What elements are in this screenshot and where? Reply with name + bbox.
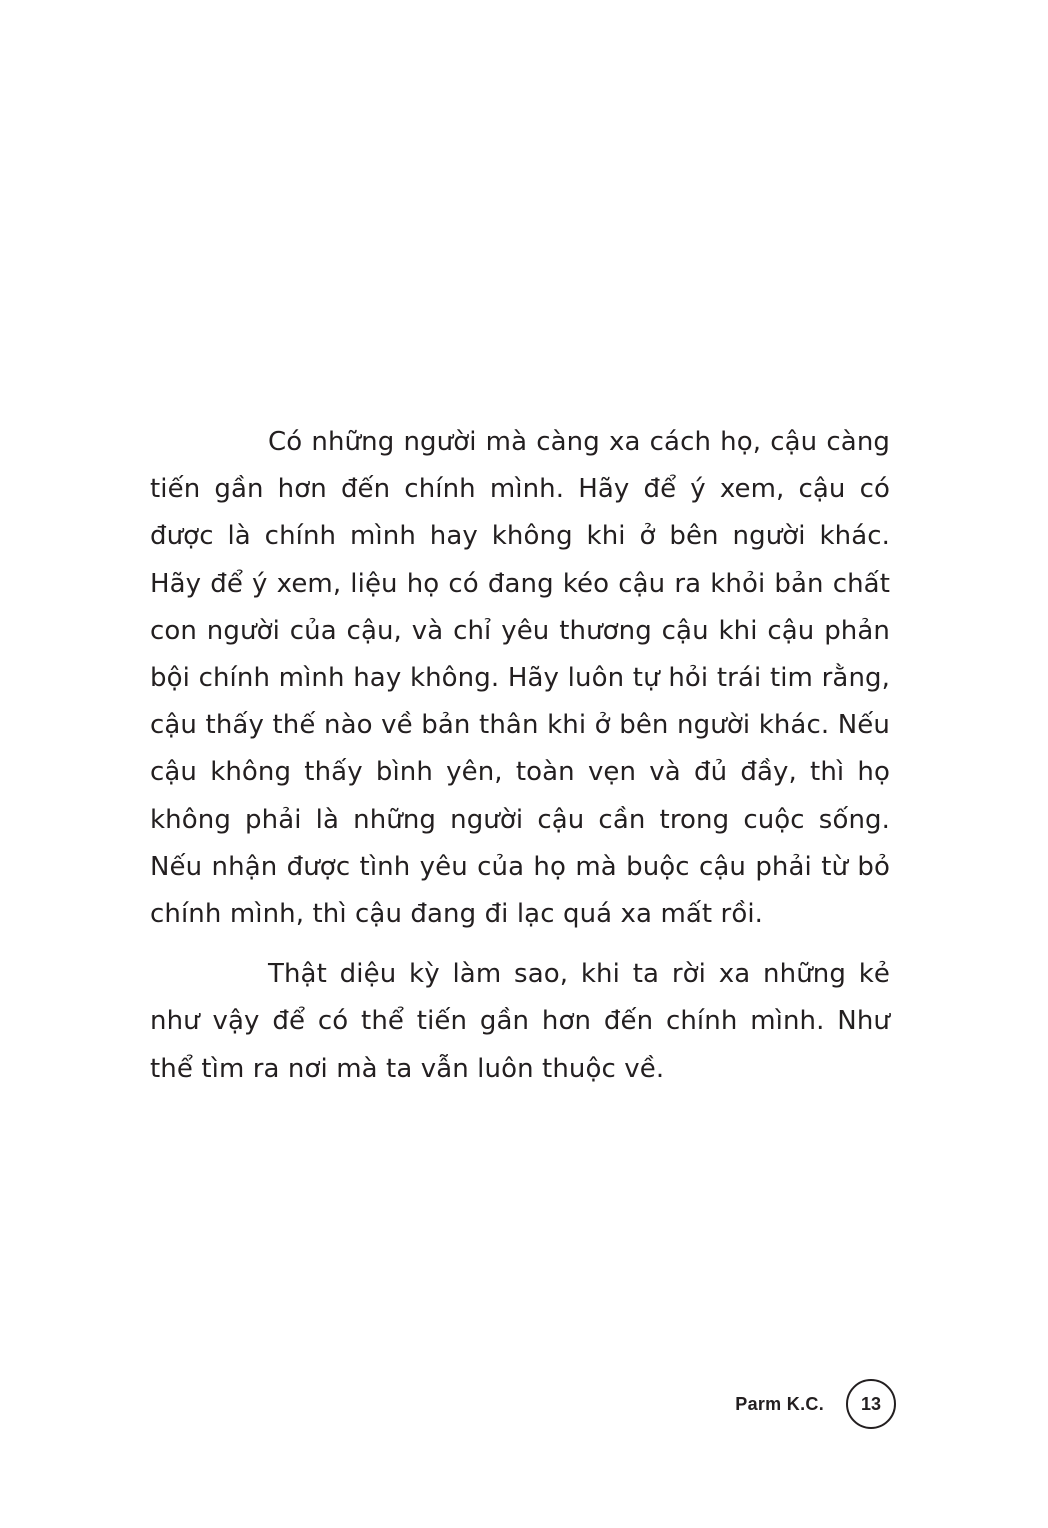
page-number-badge: 13: [846, 1379, 896, 1429]
page-body: [150, 419, 890, 1093]
paragraph-1: Có những người mà càng xa cách họ, cậu càng tiến gần hơn đến chính mình. Hãy để ý xem, cậu có được là chính mình hay không khi ở bên người khác. Hãy để ý xem, liệu họ có đang kéo cậu ra khỏi bản chất con người của cậu, và chỉ yêu thương cậu khi cậu phản bội chính mình hay không. Hãy luôn tự hỏi trái tim rằng, cậu thấy thế nào về bản thân khi ở bên người khác. Nếu cậu không thấy bình yên, toàn vẹn và đủ đầy, thì họ không phải là những người cậu cần trong cuộc sống. Nếu nhận được tình yêu của họ mà buộc cậu phải từ bỏ chính mình, thì cậu đang đi lạc quá xa mất rồi.: [150, 427, 890, 930]
author-name: Parm K.C.: [735, 1393, 824, 1414]
paragraph-2: Thật diệu kỳ làm sao, khi ta rời xa những kẻ như vậy để có thể tiến gần hơn đến chính mình. Như thể tìm ra nơi mà ta vẫn luôn thuộc về.: [150, 959, 890, 1084]
page-footer: [735, 1376, 896, 1432]
